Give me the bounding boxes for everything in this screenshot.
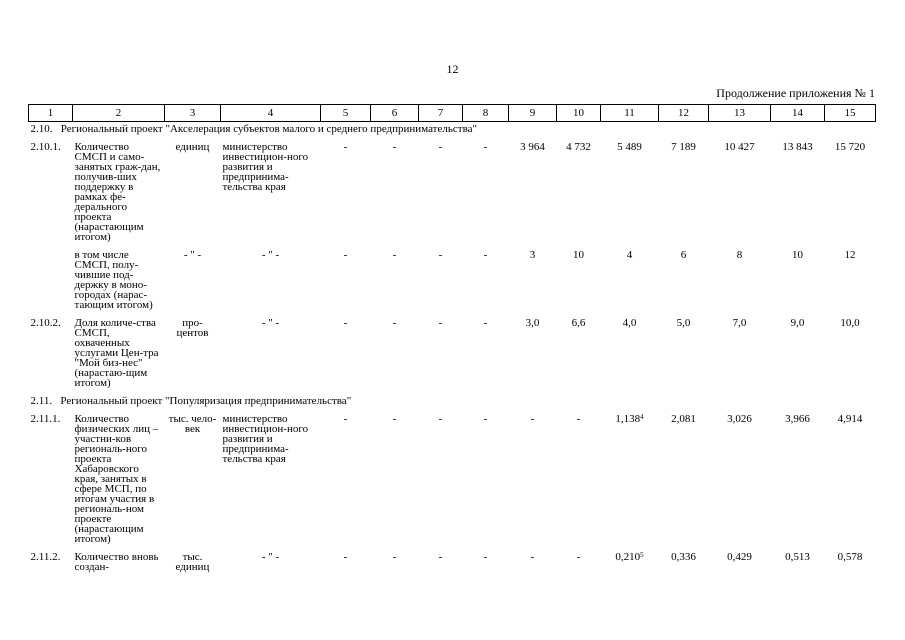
indicator-name: Количество вновь создан- (74, 551, 159, 573)
value-cell (601, 412, 659, 550)
value-cell: 8 (736, 249, 743, 261)
value-cell: - (530, 551, 535, 563)
value-cell: 13 843 (782, 141, 813, 153)
row-number: 2.10.2. (30, 317, 61, 329)
value-cell: - (392, 249, 397, 261)
section-row (29, 122, 876, 141)
indicators-table (28, 104, 876, 578)
value-text: 1,138 (615, 413, 641, 425)
value-cell: - (483, 141, 488, 153)
value-cell: - (392, 317, 397, 329)
value-cell: 3,026 (727, 413, 752, 425)
table-row (29, 316, 876, 394)
value-cell: - (438, 141, 443, 153)
executor: министерство инвестицион-ного развития и предпринима-тельства края (222, 141, 309, 193)
value-cell: 9,0 (790, 317, 805, 329)
column-header: 15 (825, 105, 876, 122)
value-cell: 5,0 (676, 317, 691, 329)
value-cell: - (343, 317, 348, 329)
indicator-name: Количество физических лиц – участни-ков региональ-ного проекта Хабаровского края, занятых в сфере МСП, по итогам участия в региональ-ном проекте (нарастающим итогом) (74, 413, 159, 545)
value-cell: 0,336 (671, 551, 696, 563)
value-cell: - (576, 551, 581, 563)
section-title: Региональный проект "Акселерация субъектов малого и среднего предпринимательства" (60, 123, 477, 135)
continuation-caption: Продолжение приложения № 1 (716, 86, 875, 100)
value-cell: - (530, 413, 535, 425)
value-cell: - (438, 249, 443, 261)
column-header: 13 (709, 105, 771, 122)
footnote-marker: 5 (640, 551, 644, 559)
value-cell: 0,578 (837, 551, 863, 563)
indicator-name: Доля количе-ства СМСП, охваченных услугами Цен-тра "Мой биз-нес" (нарастаю-щим итогом) (74, 317, 159, 389)
value-cell: - (483, 413, 488, 425)
value-cell: 12 (844, 249, 856, 261)
column-header: 9 (509, 105, 557, 122)
unit: про-центов (176, 317, 209, 339)
value-cell: 6 (680, 249, 687, 261)
value-cell: 0,513 (785, 551, 810, 563)
value-cell: - (483, 249, 488, 261)
section-title: Региональный проект "Популяризация предпринимательства" (60, 395, 352, 407)
value-cell: - (576, 413, 581, 425)
value-cell: 3,966 (785, 413, 810, 425)
row-number: 2.10.1. (30, 141, 61, 153)
value-cell: 7,0 (732, 317, 747, 329)
unit: единиц (175, 141, 210, 153)
value-cell: 6,6 (571, 317, 586, 329)
value-cell: 10 427 (724, 141, 755, 153)
executor: - " - (261, 249, 280, 261)
unit: тыс. единиц (175, 551, 210, 573)
value-cell: 3 (529, 249, 536, 261)
value-cell: - (343, 249, 348, 261)
column-header: 8 (463, 105, 509, 122)
value-cell: 4 732 (566, 141, 591, 153)
section-row (29, 394, 876, 412)
column-header: 3 (165, 105, 221, 122)
value-cell: 4,0 (622, 317, 637, 329)
value-cell: 10 (792, 249, 803, 261)
section-number: 2.10. (30, 123, 53, 135)
column-header: 5 (321, 105, 371, 122)
value-cell: 0,429 (727, 551, 752, 563)
value-cell: 3 964 (520, 141, 545, 153)
value-text: 0,210 (615, 551, 641, 563)
value-cell: 4 (626, 249, 633, 261)
row-number (29, 248, 73, 316)
row-number: 2.11.2. (30, 551, 61, 563)
column-header: 2 (73, 105, 165, 122)
column-header: 4 (221, 105, 321, 122)
value-cell: - (483, 551, 488, 563)
indicator-name: Количество СМСП и само-занятых граж-дан, получив-ших поддержку в рамках фе-дерального проекта (нарастающим итогом) (74, 141, 161, 243)
value-cell: - (438, 317, 443, 329)
indicator-name: в том числе СМСП, полу-чившие под-держку в моно-городах (нарас-тающим итогом) (74, 249, 153, 311)
table-row (29, 140, 876, 248)
page-number: 12 (446, 62, 459, 76)
table-row (29, 412, 876, 550)
table-row (29, 550, 876, 578)
unit: тыс. чело-век (168, 413, 217, 435)
value-cell: - (392, 413, 397, 425)
value-cell: 15 720 (834, 141, 866, 153)
column-header: 6 (371, 105, 419, 122)
value-cell: - (438, 551, 443, 563)
column-header: 1 (29, 105, 73, 122)
value-cell: 10 (573, 249, 584, 261)
value-cell: 7 189 (671, 141, 696, 153)
value-cell (601, 550, 659, 578)
value-cell: - (343, 141, 348, 153)
executor: - " - (261, 317, 280, 329)
value-cell: 5 489 (617, 141, 642, 153)
column-header: 14 (771, 105, 825, 122)
executor: - " - (261, 551, 280, 563)
value-cell: 2,081 (671, 413, 696, 425)
header-row (29, 105, 876, 122)
value-cell: - (343, 413, 348, 425)
section-number: 2.11. (30, 395, 53, 407)
column-header: 7 (419, 105, 463, 122)
column-header: 11 (601, 105, 659, 122)
footnote-marker: 4 (640, 413, 644, 421)
executor: министерство инвестицион-ного развития и предпринима-тельства края (222, 413, 309, 465)
value-cell: 4,914 (837, 413, 863, 425)
unit: - " - (183, 249, 202, 261)
value-cell: - (392, 141, 397, 153)
value-cell: - (392, 551, 397, 563)
column-header: 10 (557, 105, 601, 122)
value-cell: - (343, 551, 348, 563)
value-cell: - (438, 413, 443, 425)
value-cell: - (483, 317, 488, 329)
column-header: 12 (659, 105, 709, 122)
value-cell: 3,0 (525, 317, 540, 329)
value-cell: 10,0 (840, 317, 860, 329)
row-number: 2.11.1. (30, 413, 61, 425)
table-row (29, 248, 876, 316)
